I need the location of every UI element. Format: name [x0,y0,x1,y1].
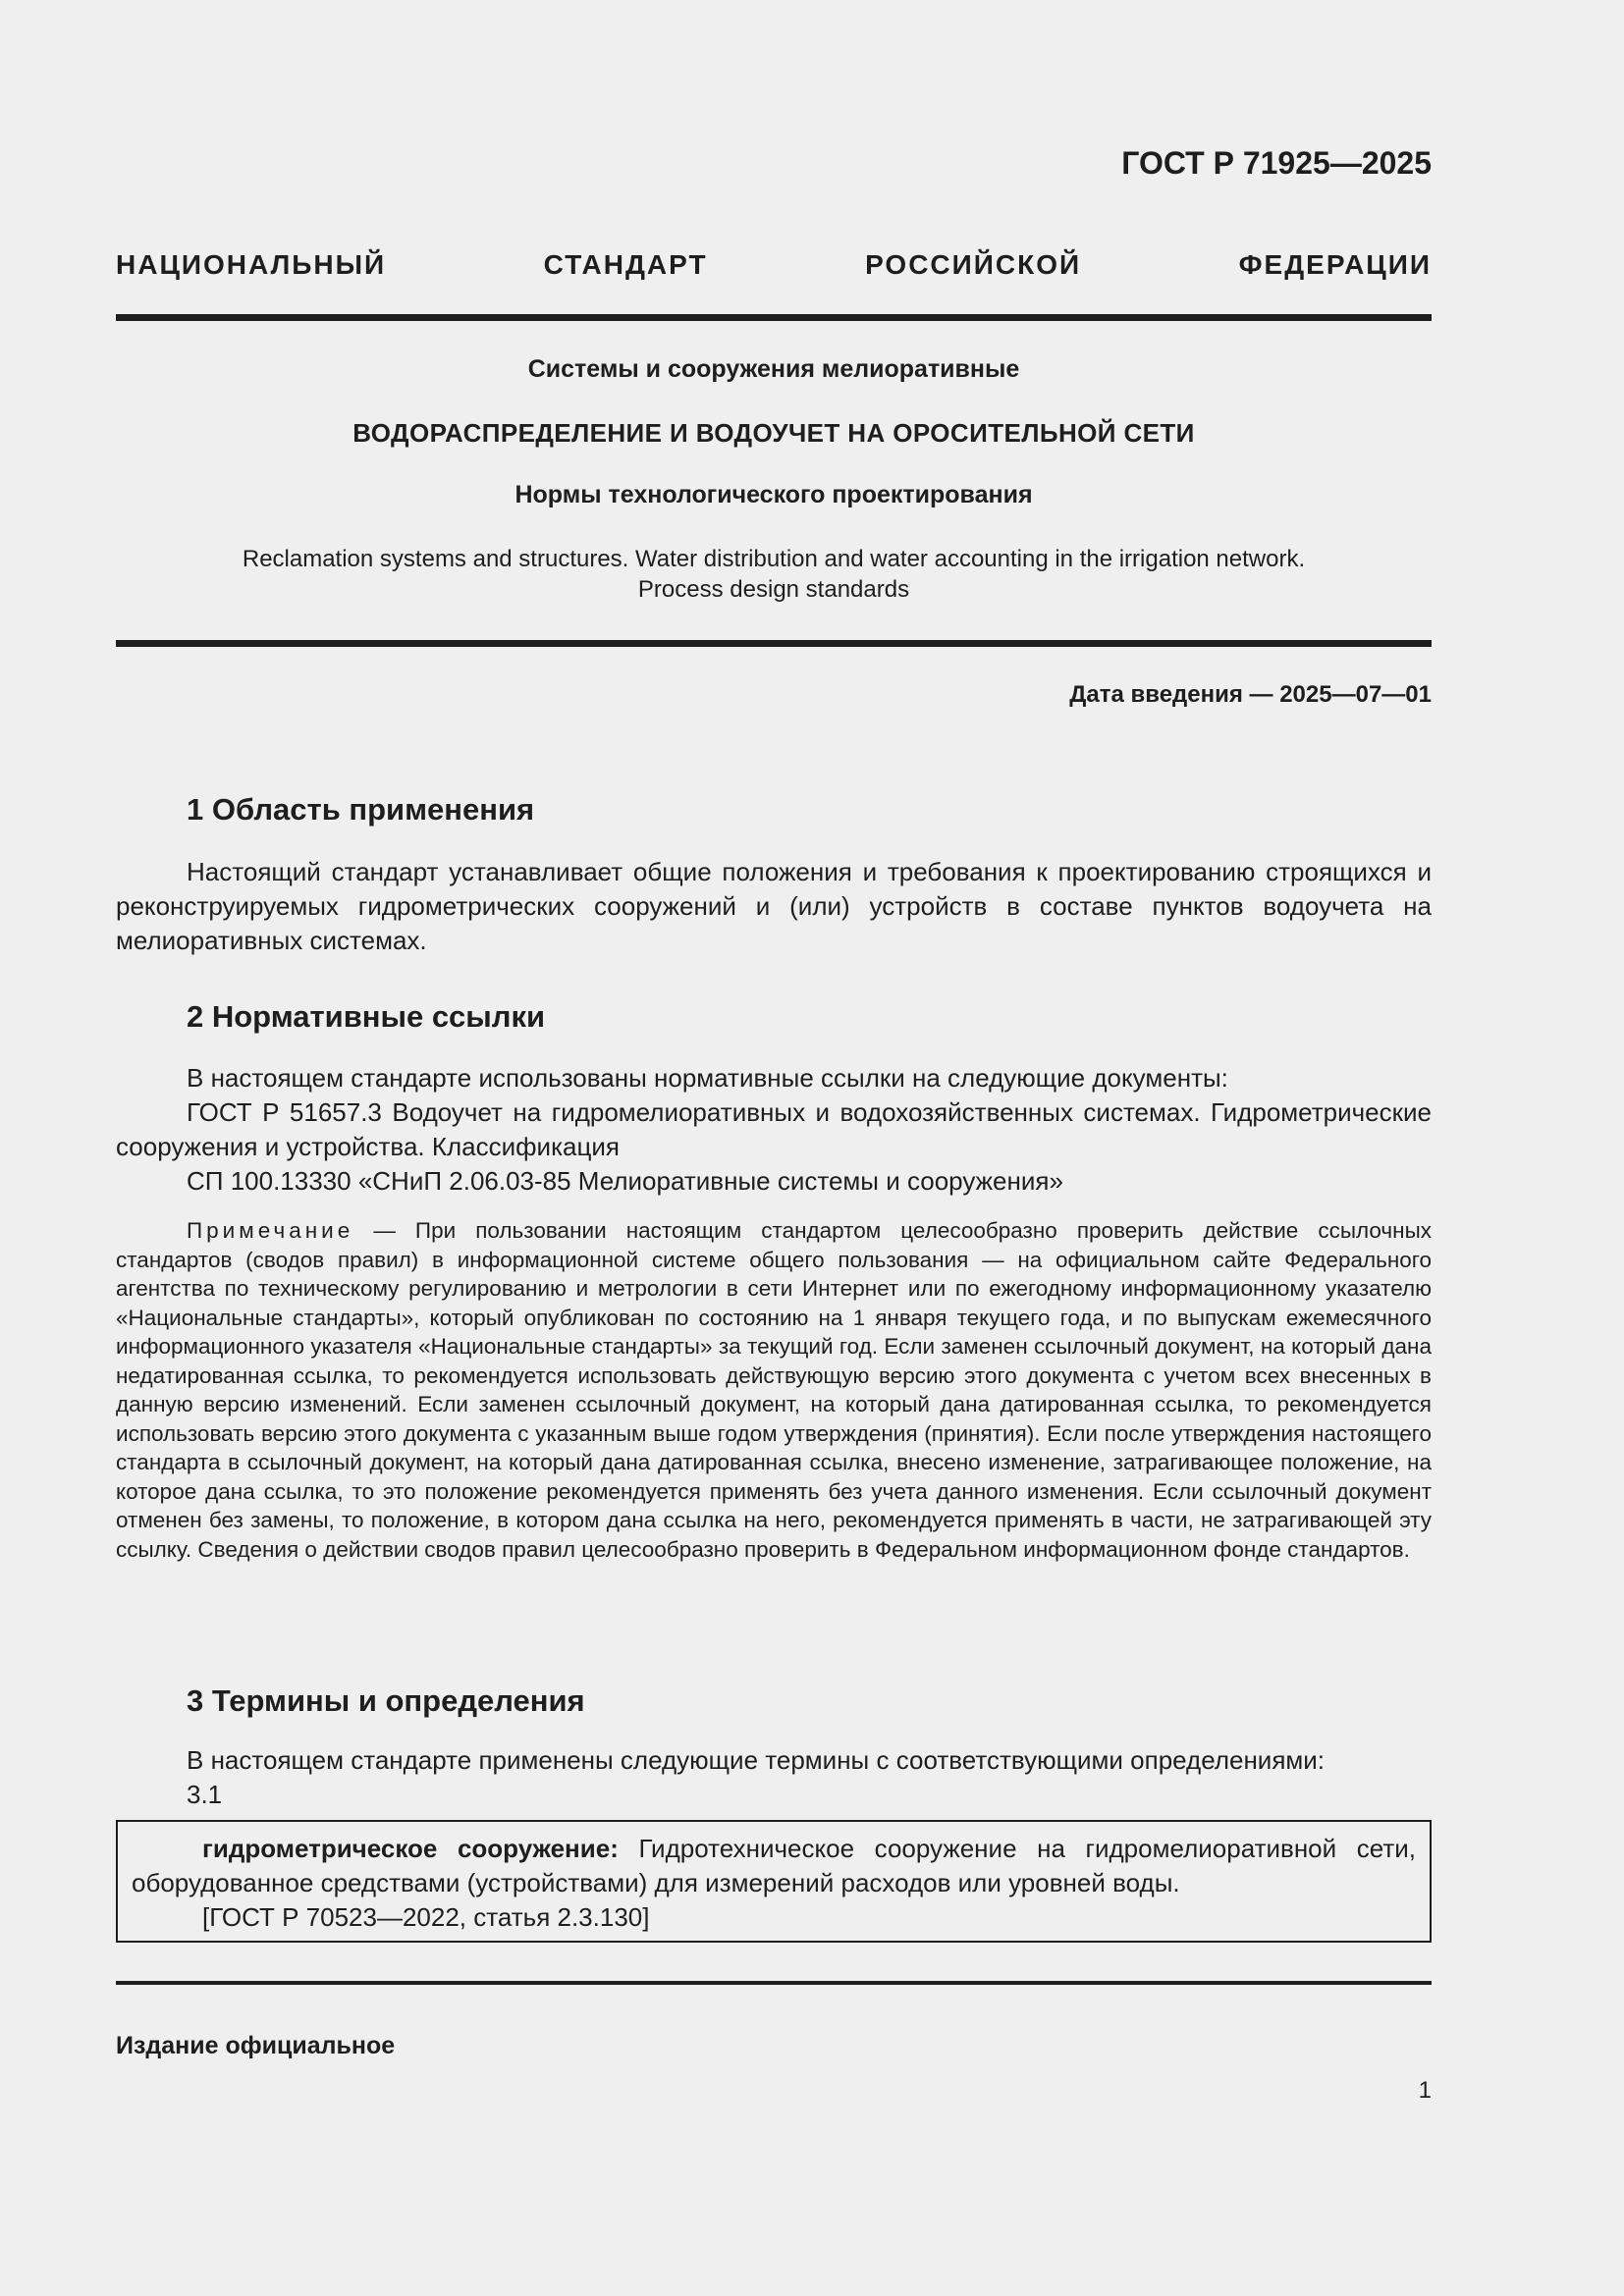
term-definition-box [116,1820,1432,1943]
title-line-2: ВОДОРАСПРЕДЕЛЕНИЕ И ВОДОУЧЕТ НА ОРОСИТЕЛЬНОЙ СЕТИ [352,418,1195,448]
english-title-line-2: Process design standards [637,576,910,603]
document-number: ГОСТ Р 71925—2025 [1121,145,1432,181]
top-rule [116,314,1432,321]
title-line-1: Системы и сооружения мелиоративные [527,355,1020,383]
section-2-intro: В настоящем стандарте использованы нормативные ссылки на следующие документы: [187,1063,1228,1093]
introduction-date: Дата введения — 2025—07—01 [1069,681,1432,708]
note-label: Примечание [187,1218,354,1243]
title-line-3: Нормы технологического проектирования [514,481,1033,508]
english-title-line-1: Reclamation systems and structures. Water distribution and water accounting in the irrigation network. [242,546,1306,572]
term-number: 3.1 [187,1780,223,1809]
title-bottom-rule [116,640,1432,647]
term-definition [132,1832,1416,1900]
section-3-heading: 3 Термины и определения [187,1683,585,1718]
term-name: гидрометрическое сооружение: [202,1834,619,1863]
note-paragraph [116,1216,1432,1564]
national-standard-banner: НАЦИОНАЛЬНЫЙ СТАНДАРТ РОССИЙСКОЙ ФЕДЕРАЦИИ [116,249,1432,280]
official-edition: Издание официальное [116,2032,396,2059]
reference-item: СП 100.13330 «СНиП 2.06.03-85 Мелиоративные системы и сооружения» [187,1166,1063,1196]
section-3-intro: В настоящем стандарте применены следующие термины с соответствующими определениями: [187,1745,1326,1775]
page-number: 1 [1418,2077,1432,2104]
english-title [116,544,1432,605]
document-page [116,0,1432,2296]
footer-rule [116,1981,1432,1985]
term-text: Гидротехническое сооружение на гидромелиоративной сети, оборудованное средствами (устройствами) для измерений расходов или уровней воды. [132,1834,1416,1897]
reference-item: ГОСТ Р 51657.3 Водоучет на гидромелиоративных и водохозяйственных системах. Гидрометрические сооружения и устройства. Классификация [116,1097,1432,1161]
section-1-heading: 1 Область применения [187,792,535,827]
section-1-text: Настоящий стандарт устанавливает общие положения и требования к проектированию строящихся и реконструируемых гидрометрических сооружений и (или) устройств в составе пунктов водоучета на мелиоративных системах. [116,857,1432,955]
section-2-heading: 2 Нормативные ссылки [187,999,546,1034]
note-body: — При пользовании настоящим стандартом целесообразно проверить действие ссылочных стандартов (сводов правил) в информационной системе общего пользования — на официальном сайте Федерального агентства по техническому регулированию и метрологии в сети Интернет или по ежегодному информационному указателю «Национальные стандарты», который опубликован по состоянию на 1 января текущего года, и по выпускам ежемесячного информационного указателя «Национальные стандарты» за текущий год. Если заменен ссылочный документ, на который дана недатированная ссылка, то рекомендуется использовать действующую версию этого документа с учетом всех внесенных в данную версию изменений. Если заменен ссылочный документ, на который дана датированная ссылка, то рекомендуется использовать версию этого документа с указанным выше годом утверждения (принятия). Если после утверждения настоящего стандарта в ссылочный документ, на который дана датированная ссылка, внесено изменение, затрагивающее положение, на которое дана ссылка, то это положение рекомендуется применять без учета данного изменения. Если ссылочный документ отменен без замены, то положение, в котором дана ссылка на него, рекомендуется применять в части, не затрагивающей эту ссылку. Сведения о действии сводов правил целесообразно проверить в Федеральном информационном фонде стандартов. [116,1218,1432,1562]
term-source: [ГОСТ Р 70523—2022, статья 2.3.130] [202,1902,650,1932]
